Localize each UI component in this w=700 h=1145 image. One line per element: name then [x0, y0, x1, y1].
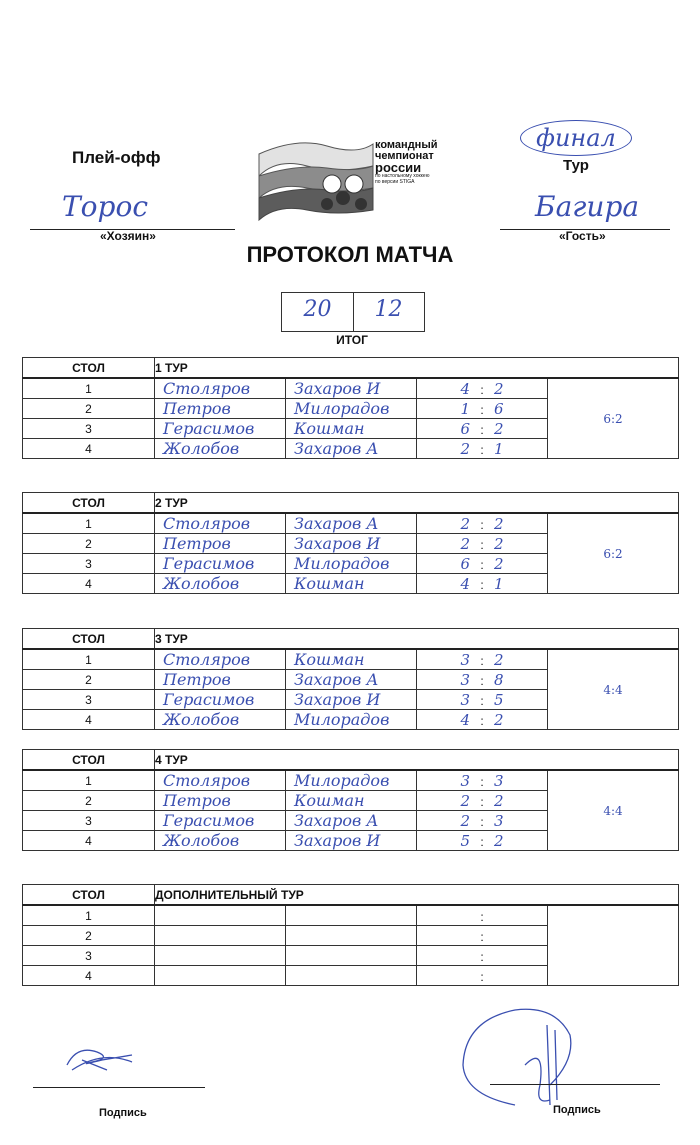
away-player: Захаров И [294, 690, 381, 709]
home-player-cell [155, 419, 286, 439]
away-score: 2 [494, 554, 504, 573]
away-score: 2 [494, 650, 504, 669]
home-score: 2 [460, 811, 470, 830]
away-player: Милорадов [294, 771, 390, 790]
left-signature-line [33, 1087, 205, 1088]
home-player-cell [155, 946, 286, 966]
home-score: 4 [460, 710, 470, 729]
away-score: 2 [494, 379, 504, 398]
home-score: 4 [460, 574, 470, 593]
table-number: 4 [23, 966, 155, 986]
home-score: 3 [460, 771, 470, 790]
championship-logo [257, 132, 457, 224]
away-player-cell [286, 554, 417, 574]
round-table [22, 492, 679, 594]
table-number: 3 [23, 419, 155, 439]
score-cell: 3 : 3 [417, 770, 548, 791]
score-cell: : [417, 926, 548, 946]
stol-header: СТОЛ [23, 493, 155, 514]
round-table [22, 628, 679, 730]
table-number: 1 [23, 378, 155, 399]
round-result: 6:2 [548, 513, 679, 594]
home-player-cell [155, 534, 286, 554]
round-table [22, 884, 679, 986]
home-player: Петров [163, 399, 231, 418]
host-label: «Хозяин» [100, 229, 156, 243]
game-row [23, 513, 679, 534]
away-player-cell [286, 513, 417, 534]
home-player [155, 966, 163, 985]
away-player: Кошман [294, 574, 365, 593]
home-player-cell [155, 831, 286, 851]
round-title: 1 ТУР [155, 358, 679, 379]
away-player-cell [286, 966, 417, 986]
home-player: Герасимов [163, 419, 255, 438]
stol-header: СТОЛ [23, 885, 155, 906]
score-cell: 5 : 2 [417, 831, 548, 851]
left-signature-label: Подпись [99, 1107, 147, 1119]
home-score: 4 [460, 379, 470, 398]
home-player-cell [155, 791, 286, 811]
table-number: 4 [23, 710, 155, 730]
away-player-cell [286, 534, 417, 554]
away-player-cell [286, 378, 417, 399]
away-player-cell [286, 946, 417, 966]
total-away: 12 [374, 297, 403, 322]
round-result [548, 905, 679, 986]
away-score: 6 [494, 399, 504, 418]
away-player: Кошман [294, 650, 365, 669]
round-title: 3 ТУР [155, 629, 679, 650]
away-player: Захаров И [294, 831, 381, 850]
away-score: 1 [494, 574, 504, 593]
round-title: 4 ТУР [155, 750, 679, 771]
home-score: 3 [460, 690, 470, 709]
total-home: 20 [303, 297, 332, 322]
away-score: 2 [494, 791, 504, 810]
game-row [23, 770, 679, 791]
away-player-cell [286, 831, 417, 851]
left-signature [62, 1040, 142, 1080]
away-player [286, 926, 294, 945]
home-player-cell [155, 513, 286, 534]
round-stage-handwritten: финал [520, 120, 632, 156]
table-number: 1 [23, 770, 155, 791]
home-score: 2 [460, 791, 470, 810]
score-cell: 2 : 1 [417, 439, 548, 459]
away-player: Захаров А [294, 670, 379, 689]
away-score: 2 [494, 831, 504, 850]
away-player: Милорадов [294, 710, 390, 729]
home-score: 3 [460, 650, 470, 669]
home-player: Петров [163, 670, 231, 689]
home-player: Столяров [163, 379, 251, 398]
table-number: 3 [23, 811, 155, 831]
round-table [22, 357, 679, 459]
home-player: Петров [163, 534, 231, 553]
away-player-cell [286, 690, 417, 710]
score-cell: 3 : 5 [417, 690, 548, 710]
home-player: Жолобов [163, 831, 240, 850]
away-score: 8 [494, 670, 504, 689]
away-player-cell [286, 439, 417, 459]
home-player: Жолобов [163, 439, 240, 458]
score-cell: 2 : 2 [417, 513, 548, 534]
away-player [286, 966, 294, 985]
home-player-cell [155, 710, 286, 730]
score-cell: : [417, 905, 548, 926]
table-number: 2 [23, 791, 155, 811]
home-player-cell [155, 574, 286, 594]
home-score: 2 [460, 514, 470, 533]
table-number: 1 [23, 905, 155, 926]
guest-team-name: Багира [535, 190, 640, 223]
score-cell: 2 : 3 [417, 811, 548, 831]
logo-text: командный чемпионат россии по настольному хоккею по версии STIGA [375, 139, 438, 185]
home-player: Столяров [163, 650, 251, 669]
away-player-cell [286, 670, 417, 690]
round-table [22, 749, 679, 851]
home-score: 6 [460, 554, 470, 573]
stol-header: СТОЛ [23, 750, 155, 771]
score-cell: 6 : 2 [417, 554, 548, 574]
home-score: 1 [460, 399, 470, 418]
home-player-cell [155, 690, 286, 710]
home-player [155, 926, 163, 945]
home-player: Жолобов [163, 710, 240, 729]
table-number: 2 [23, 926, 155, 946]
round-result: 4:4 [548, 770, 679, 851]
home-player-cell [155, 926, 286, 946]
table-number: 4 [23, 831, 155, 851]
game-row [23, 905, 679, 926]
away-player-cell [286, 399, 417, 419]
away-score: 1 [494, 439, 504, 458]
table-number: 3 [23, 690, 155, 710]
away-player: Захаров И [294, 534, 381, 553]
away-score: 2 [494, 710, 504, 729]
away-player: Милорадов [294, 554, 390, 573]
score-cell: 4 : 2 [417, 378, 548, 399]
home-player-cell [155, 770, 286, 791]
home-player [155, 906, 163, 925]
away-score: 2 [494, 514, 504, 533]
home-player-cell [155, 649, 286, 670]
table-number: 1 [23, 649, 155, 670]
home-player-cell [155, 905, 286, 926]
away-player-cell [286, 791, 417, 811]
score-cell: 3 : 2 [417, 649, 548, 670]
table-number: 2 [23, 399, 155, 419]
guest-label: «Гость» [559, 229, 606, 243]
away-player: Захаров А [294, 811, 379, 830]
score-cell: : [417, 966, 548, 986]
table-number: 4 [23, 439, 155, 459]
game-row [23, 649, 679, 670]
round-title: ДОПОЛНИТЕЛЬНЫЙ ТУР [155, 885, 679, 906]
host-team-name: Торос [62, 190, 148, 223]
away-player-cell [286, 811, 417, 831]
table-number: 3 [23, 554, 155, 574]
home-score: 2 [460, 534, 470, 553]
table-number: 3 [23, 946, 155, 966]
home-player-cell [155, 439, 286, 459]
total-label: ИТОГ [336, 333, 368, 347]
home-player: Герасимов [163, 690, 255, 709]
away-player-cell [286, 926, 417, 946]
table-number: 1 [23, 513, 155, 534]
score-cell: 2 : 2 [417, 534, 548, 554]
away-player-cell [286, 419, 417, 439]
away-player: Захаров И [294, 379, 381, 398]
away-player: Милорадов [294, 399, 390, 418]
home-player: Жолобов [163, 574, 240, 593]
total-score-box [281, 292, 425, 332]
home-score: 2 [460, 439, 470, 458]
score-cell: 2 : 2 [417, 791, 548, 811]
away-player-cell [286, 574, 417, 594]
away-score: 3 [494, 771, 504, 790]
table-number: 2 [23, 534, 155, 554]
round-label: Тур [563, 157, 589, 174]
home-player-cell [155, 399, 286, 419]
game-row [23, 378, 679, 399]
home-player: Столяров [163, 514, 251, 533]
home-player-cell [155, 966, 286, 986]
away-player [286, 906, 294, 925]
round-result: 4:4 [548, 649, 679, 730]
away-score: 3 [494, 811, 504, 830]
away-player: Кошман [294, 791, 365, 810]
home-player [155, 946, 163, 965]
away-player: Захаров А [294, 439, 379, 458]
home-player: Столяров [163, 771, 251, 790]
away-player: Кошман [294, 419, 365, 438]
home-player: Петров [163, 791, 231, 810]
home-player-cell [155, 670, 286, 690]
home-player-cell [155, 554, 286, 574]
home-player: Герасимов [163, 554, 255, 573]
away-score: 2 [494, 534, 504, 553]
stol-header: СТОЛ [23, 629, 155, 650]
round-result: 6:2 [548, 378, 679, 459]
away-player-cell [286, 905, 417, 926]
score-cell: 1 : 6 [417, 399, 548, 419]
table-number: 2 [23, 670, 155, 690]
home-score: 3 [460, 670, 470, 689]
round-title: 2 ТУР [155, 493, 679, 514]
score-cell: 3 : 8 [417, 670, 548, 690]
score-cell: 4 : 1 [417, 574, 548, 594]
away-player [286, 946, 294, 965]
right-signature-label: Подпись [553, 1104, 601, 1116]
home-player-cell [155, 811, 286, 831]
away-player-cell [286, 770, 417, 791]
score-cell: : [417, 946, 548, 966]
away-player: Захаров А [294, 514, 379, 533]
stol-header: СТОЛ [23, 358, 155, 379]
home-score: 6 [460, 419, 470, 438]
home-score: 5 [460, 831, 470, 850]
stage-label: Плей-офф [72, 148, 161, 167]
score-cell: 6 : 2 [417, 419, 548, 439]
score-cell: 4 : 2 [417, 710, 548, 730]
right-signature [455, 1005, 585, 1115]
away-score: 5 [494, 690, 504, 709]
home-player: Герасимов [163, 811, 255, 830]
away-score: 2 [494, 419, 504, 438]
home-player-cell [155, 378, 286, 399]
page-title: ПРОТОКОЛ МАТЧА [246, 242, 454, 267]
right-signature-line [490, 1084, 660, 1085]
table-number: 4 [23, 574, 155, 594]
away-player-cell [286, 710, 417, 730]
away-player-cell [286, 649, 417, 670]
